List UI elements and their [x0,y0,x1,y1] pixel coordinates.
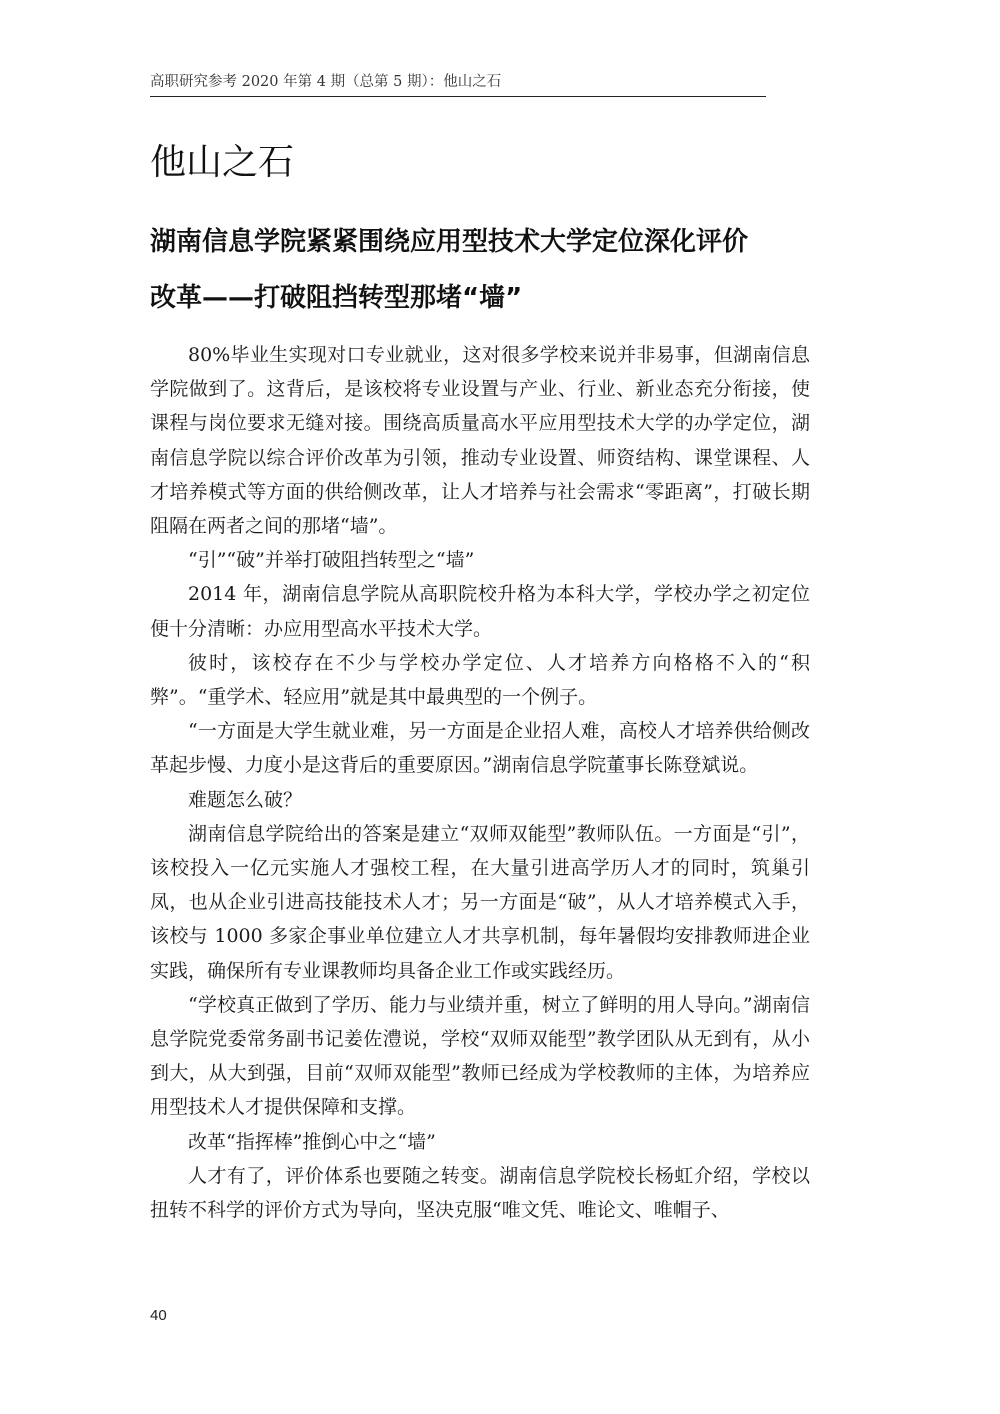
header-rule [150,96,766,97]
page-number: 40 [150,1307,167,1324]
body-paragraph: 2014 年，湖南信息学院从高职院校升格为本科大学，学校办学之初定位便十分清晰：办应用型高水平技术大学。 [150,583,810,640]
article-title-line-1: 湖南信息学院紧紧围绕应用型技术大学定位深化评价 [150,227,749,257]
subheading: 改革“指挥棒”推倒心中之“墙” [188,1130,436,1153]
running-header: 高职研究参考 2020 年第 4 期（总第 5 期）：他山之石 [150,74,502,90]
body-paragraph: 彼时，该校存在不少与学校办学定位、人才培养方向格格不入的“积弊”。“重学术、轻应用”就是其中最典型的一个例子。 [150,651,810,709]
article-body [150,338,810,1227]
article-title [150,214,810,326]
body-paragraph: “学校真正做到了学历、能力与业绩并重，树立了鲜明的用人导向。”湖南信息学院党委常务副书记姜佐澧说，学校“双师双能型”教学团队从无到有，从小到大，从大到强，目前“双师双能型”教师已经成为学校教师的主体，为培养应用型技术人才提供保障和支撑。 [150,993,810,1119]
subheading: “引”“破”并举打破阻挡转型之“墙” [188,549,475,572]
body-paragraph: “一方面是大学生就业难，另一方面是企业招人难，高校人才培养供给侧改革起步慢、力度小是这背后的重要原因。”湖南信息学院董事长陈登斌说。 [150,720,810,777]
body-paragraph: 人才有了，评价体系也要随之转变。湖南信息学院校长杨虹介绍，学校以扭转不科学的评价方式为导向，坚决克服“唯文凭、唯论文、唯帽子、 [150,1164,810,1222]
article-title-line-2: 改革——打破阻挡转型那堵“墙” [150,283,523,313]
body-paragraph: 湖南信息学院给出的答案是建立“双师双能型”教师队伍。一方面是“引”，该校投入一亿元实施人才强校工程，在大量引进高学历人才的同时，筑巢引凤，也从企业引进高技能技术人才；另一方面是“破”，从人才培养模式入手，该校与 1000 多家企事业单位建立人才共享机制，每年暑假均安排教师进企业实践，确保所有专业课教师均具备企业工作或实践经历。 [150,822,810,982]
section-title: 他山之石 [150,142,295,183]
body-paragraph: 80%毕业生实现对口专业就业，这对很多学校来说并非易事，但湖南信息学院做到了。这背后，是该校将专业设置与产业、行业、新业态充分衔接，使课程与岗位要求无缝对接。围绕高质量高水平应用型技术大学的办学定位，湖南信息学院以综合评价改革为引领，推动专业设置、师资结构、课堂课程、人才培养模式等方面的供给侧改革，让人才培养与社会需求“零距离”，打破长期阻隔在两者之间的那堵“墙”。 [150,344,810,538]
body-paragraph: 难题怎么破？ [188,788,303,811]
